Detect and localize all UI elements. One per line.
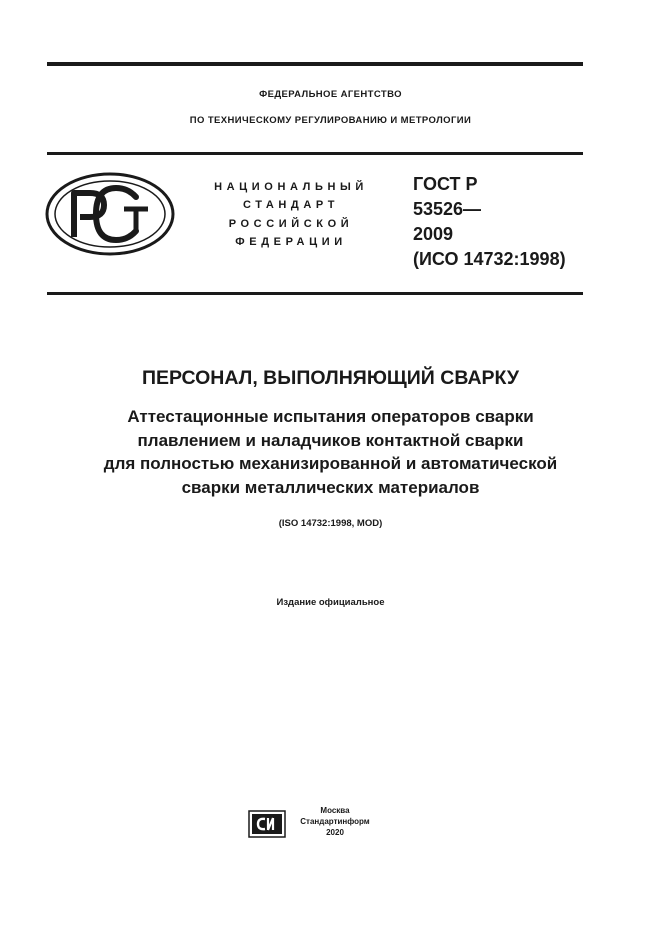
designation-line: 53526— (413, 199, 482, 219)
document-subtitle (30, 405, 631, 499)
iso-reference: (ISO 14732:1998, MOD) (278, 518, 383, 529)
subtitle-line: Аттестационные испытания операторов сварки (127, 407, 534, 426)
subtitle-line: сварки металлических материалов (181, 477, 480, 497)
publisher-block (290, 805, 380, 838)
agency-line-2: ПО ТЕХНИЧЕСКОМУ РЕГУЛИРОВАНИЮ И МЕТРОЛОГИИ (189, 115, 472, 126)
national-standard-block (185, 178, 397, 252)
subtitle-line: для полностью механизированной и автоматической (103, 454, 558, 473)
designation-line: 2009 (413, 224, 454, 244)
standard-designation (413, 172, 566, 272)
rst-emblem-icon (44, 171, 176, 257)
designation-line: (ИСО 14732:1998) (413, 249, 566, 269)
header-top-rule (47, 152, 583, 155)
national-standard-line: НАЦИОНАЛЬНЫЙ (214, 181, 368, 193)
publisher-name: Стандартинформ (300, 817, 370, 826)
national-standard-line: СТАНДАРТ (242, 199, 340, 212)
header-bottom-rule (47, 292, 583, 295)
designation-line: ГОСТ Р (413, 174, 478, 194)
document-title: ПЕРСОНАЛ, ВЫПОЛНЯЮЩИЙ СВАРКУ (141, 367, 520, 389)
national-standard-line: РОССИЙСКОЙ (228, 217, 354, 230)
top-rule (47, 62, 583, 66)
agency-line-1: ФЕДЕРАЛЬНОЕ АГЕНТСТВО (259, 89, 402, 100)
edition-label: Издание официальное (276, 597, 385, 608)
standartinform-logo-icon (248, 810, 286, 838)
publisher-year: 2020 (326, 828, 344, 837)
national-standard-line: ФЕДЕРАЦИИ (235, 236, 347, 249)
subtitle-line: плавлением и наладчиков контактной сварки (137, 430, 524, 450)
publisher-city: Москва (320, 806, 350, 815)
